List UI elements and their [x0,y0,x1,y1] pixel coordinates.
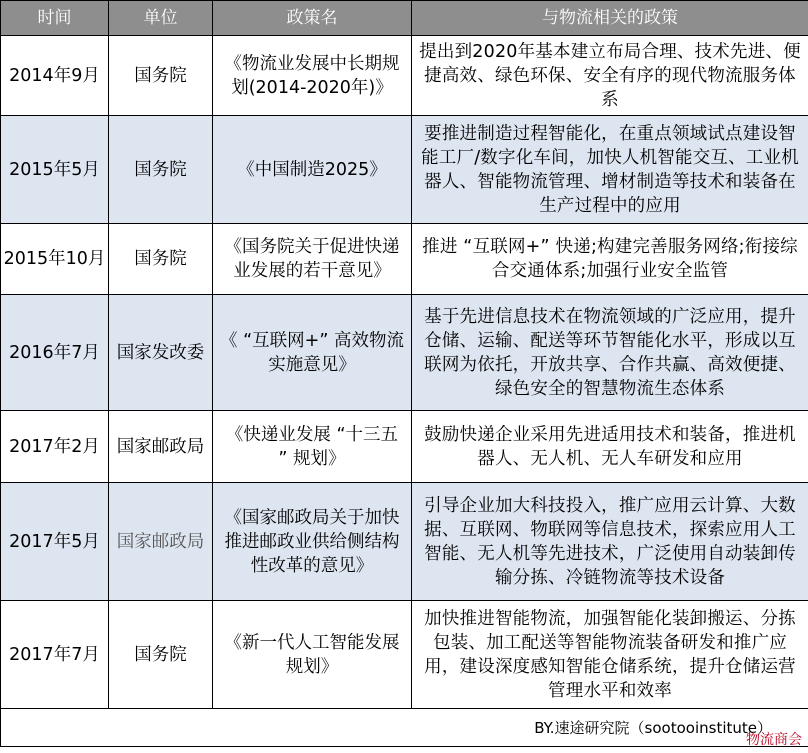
table-header-row [1,1,808,36]
column-header-unit: 单位 [109,1,213,36]
table-row [1,601,808,709]
table-row [1,411,808,483]
column-header-policy: 政策名 [213,1,412,36]
cell-time: 2015年10月 [1,224,109,295]
cell-content: 要推进制造过程智能化，在重点领域试点建设智能工厂/数字化车间，加快人机智能交互、工业机器人、智能物流管理、增材制造等技术和装备在生产过程中的应用 [412,116,808,224]
cell-time: 2016年7月 [1,295,109,411]
cell-unit: 国务院 [109,601,213,709]
cell-content: 引导企业加大科技投入，推广应用云计算、大数据、互联网、物联网等信息技术，探索应用人工智能、无人机等先进技术，广泛使用自动装卸传输分拣、冷链物流等技术设备 [412,483,808,601]
table-row [1,295,808,411]
cell-content: 推进 “互联网+” 快递;构建完善服务网络;衔接综合交通体系;加强行业安全监管 [412,224,808,295]
cell-policy: 《国务院关于促进快递业发展的若干意见》 [213,224,412,295]
table-row [1,224,808,295]
cell-content: 鼓励快递企业采用先进适用技术和装备，推进机器人、无人机、无人车研发和应用 [412,411,808,483]
source-credit: BY.速途研究院（sootooinstitute） [1,709,808,747]
cell-time: 2015年5月 [1,116,109,224]
table-row [1,483,808,601]
cell-time: 2014年9月 [1,36,109,116]
cell-content: 基于先进信息技术在物流领域的广泛应用，提升仓储、运输、配送等环节智能化水平，形成以互联网为依托，开放共享、合作共赢、高效便捷、绿色安全的智慧物流生态体系 [412,295,808,411]
cell-unit: 国家邮政局 [109,483,213,601]
column-header-content: 与物流相关的政策 [412,1,808,36]
cell-policy: 《快递业发展 “十三五 ” 规划》 [213,411,412,483]
cell-policy: 《 “互联网+” 高效物流实施意见》 [213,295,412,411]
cell-unit: 国家邮政局 [109,411,213,483]
cell-content: 加快推进智能物流，加强智能化装卸搬运、分拣包装、加工配送等智能物流装备研发和推广应用，建设深度感知智能仓储系统，提升仓储运营管理水平和效率 [412,601,808,709]
cell-policy: 《中国制造2025》 [213,116,412,224]
cell-time: 2017年5月 [1,483,109,601]
cell-time: 2017年7月 [1,601,109,709]
table-row [1,36,808,116]
watermark: 物流商会 [746,732,802,748]
cell-policy: 《国家邮政局关于加快推进邮政业供给侧结构性改革的意见》 [213,483,412,601]
column-header-time: 时间 [1,1,109,36]
cell-content: 提出到2020年基本建立布局合理、技术先进、便捷高效、绿色环保、安全有序的现代物流服务体系 [412,36,808,116]
cell-unit: 国务院 [109,36,213,116]
cell-unit: 国家发改委 [109,295,213,411]
source-row [1,709,808,747]
cell-policy: 《新一代人工智能发展规划》 [213,601,412,709]
table-row [1,116,808,224]
cell-unit: 国务院 [109,224,213,295]
cell-policy: 《物流业发展中长期规划(2014-2020年)》 [213,36,412,116]
cell-time: 2017年2月 [1,411,109,483]
cell-unit: 国务院 [109,116,213,224]
